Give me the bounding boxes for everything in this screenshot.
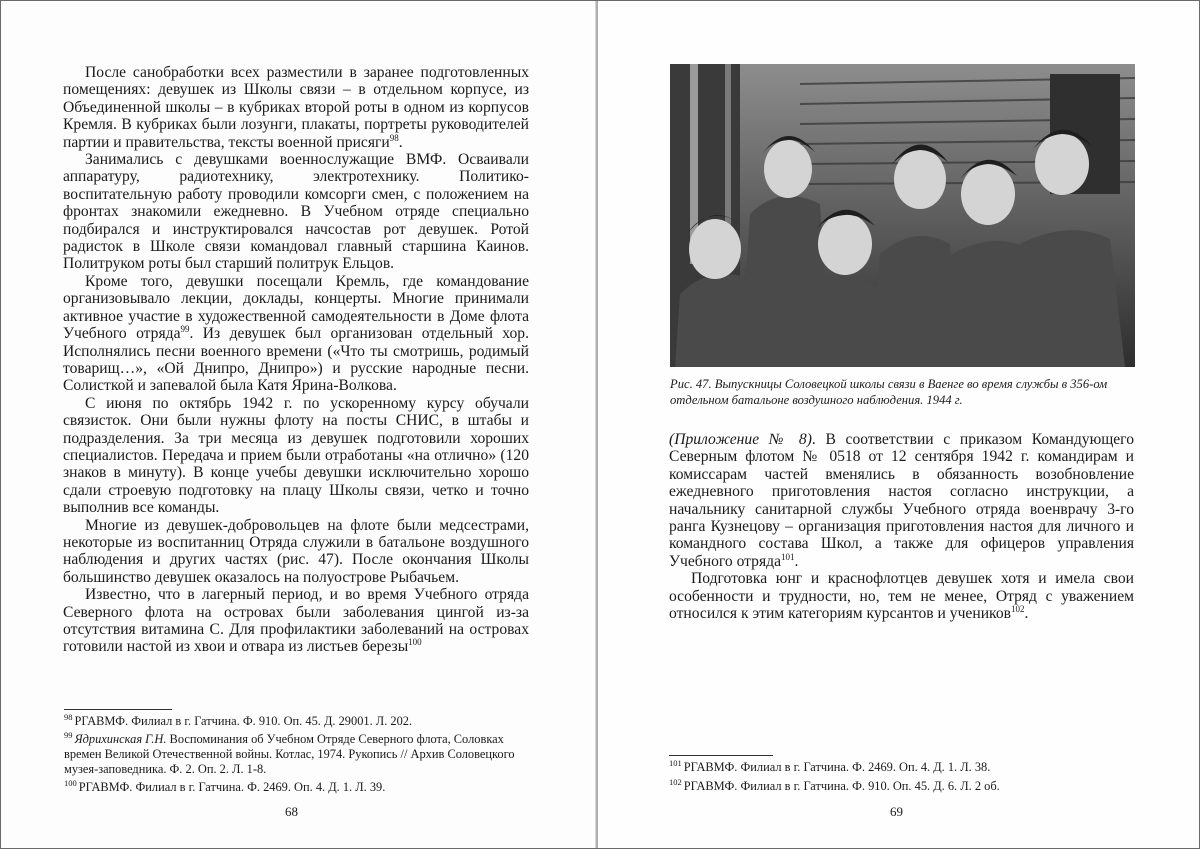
footnote: $^{101}$ РГАВМФ. Филиал в г. Гатчина. Ф. 2469. Оп. 4. Д. 1. Л. 38. xyxy=(669,757,991,774)
footnote: $^{98}$ РГАВМФ. Филиал в г. Гатчина. Ф. 910. Оп. 45. Д. 29001. Л. 202. xyxy=(64,711,413,728)
right-page-body xyxy=(669,431,1134,622)
figure-caption: Рис. 47. Выпускницы Соловецкой школы связи в Ваенге во время службы в 356-ом отдельном батальоне воздушного наблюдения. 1944 г. xyxy=(670,377,1108,407)
paragraph: Известно, что в лагерный период, и во время Учебного отряда Северного флота на островах были заболевания цингой из-за отсутствия витамина С. Для профилактики заболеваний на островах готовили настой из хвои и отвара из листьев березы$^{100}$ xyxy=(63,586,529,656)
footnote: $^{102}$ РГАВМФ. Филиал в г. Гатчина. Ф. 910. Оп. 45. Д. 6. Л. 2 об. xyxy=(669,776,1000,793)
photo-illustration xyxy=(670,64,1135,367)
paragraph: После санобработки всех разместили в заранее подготовленных помещениях: девушек из Школы связи – в отдельном корпусе, из Объединенной школы – в кубриках второй роты в одном из корпусов Кремля. В кубриках были лозунги, плакаты, портреты руководителей партии и правительства, тексты военной присяги$^{98}$. xyxy=(63,64,529,151)
paragraph: С июня по октябрь 1942 г. по ускоренному курсу обучали связисток. Они были нужны флоту на посты СНИС, в штабы и подразделения. За три месяца из девушек подготовили хороших специалистов. Передача и прием были отработаны «на отлично» (120 знаков в минуту). В конце учебы девушки исключительно хорошо сдали строевую подготовку на плацу Школы связи, четко и точно выполнив все команды. xyxy=(63,394,529,517)
footnote-ref: 101 xyxy=(781,551,795,562)
left-page xyxy=(1,1,597,848)
paragraph: Занимались с девушками военнослужащие ВМФ. Осваивали аппаратуру, радиотехнику, электротехнику. Политико-воспитательную работу проводили комсорги смен, с положением на фронтах знакомили ежедневно. В Учебном отряде специально подбирался и инструктировался начсостав рот девушек. Ротой радисток в Школе связи командовал главный старшина Каинов. Политруком роты был старший политрук Ельцов. xyxy=(63,151,529,273)
footnote-author: Ядрихинская Г.Н. xyxy=(74,732,167,746)
paragraph: Кроме того, девушки посещали Кремль, где командование организовывало лекции, доклады, концерты. Многие принимали активное участие в художественной самодеятельности в Доме флота Учебного отряда$^{99}$. Из девушек был организован отдельный хор. Исполнялись песни военного времени («Что ты смотришь, родимый товарищ…», «Ой Днипро, Днипро») и русские народные песни. Солисткой и запевалой была Катя Ярина-Волкова. xyxy=(63,272,529,395)
footnote-separator xyxy=(64,709,172,710)
left-page-body xyxy=(63,64,529,656)
footnote: $^{100}$ РГАВМФ. Филиал в г. Гатчина. Ф. 2469. Оп. 4. Д. 1. Л. 39. xyxy=(64,777,386,794)
page-number: 68 xyxy=(285,804,298,819)
footnote-ref: 98 xyxy=(389,132,399,143)
footnote-ref: 99 xyxy=(180,323,190,334)
footnote: $^{99}$ Ядрихинская Г.Н. Воспоминания об Учебном Отряде Северного флота, Соловках времен Великой Отечественной войны. Котлас, 1974. Рукопись // Архив Соловецкого музея-заповедника. Ф. 2. Оп. 2. Л. 1-8. xyxy=(64,729,515,776)
footnote-separator xyxy=(669,755,773,756)
appendix-reference: (Приложение № 8) xyxy=(669,431,812,448)
paragraph: Подготовка юнг и краснофлотцев девушек хотя и имела свои особенности и трудности, но, тем не менее, Отряд с уважением относился к этим категориям курсантов и учеников$^{102}$. xyxy=(669,570,1134,623)
page-number: 69 xyxy=(890,804,903,819)
paragraph: (Приложение № 8). В соответствии с приказом Командующего Северным флотом № 0518 от 12 сентября 1942 г. командирам и комиссарам частей вменялись в обязанность возобновление ежедневного приготовления настоя согласно инструкции, а начальнику санитарной службы Учебного отряда военврачу 3-го ранга Кузнецову – организация приготовления настоя для личного и командного состава Школ, а также для офицеров управления Учебного отряда$^{101}$. xyxy=(669,431,1134,570)
footnote-ref: 102 xyxy=(1010,603,1025,614)
paragraph: Многие из девушек-добровольцев на флоте были медсестрами, некоторые из воспитанниц Отряда служили в батальоне воздушного наблюдения и других частях (рис. 47). После окончания Школы большинство девушек оказалось на полуострове Рыбачьем. xyxy=(63,516,529,586)
right-page xyxy=(598,1,1199,848)
footnote-ref: 100 xyxy=(408,637,422,648)
historical-photo xyxy=(670,64,1135,367)
